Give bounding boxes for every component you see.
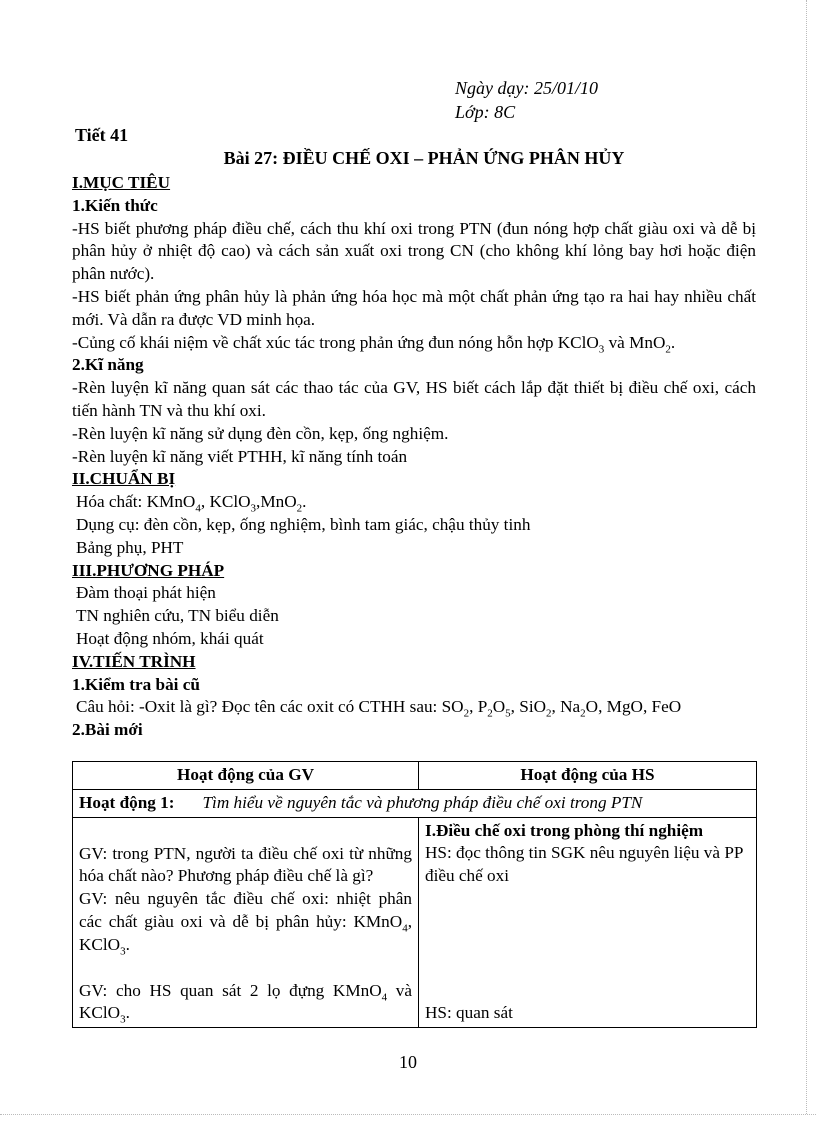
new-lesson-heading: 2.Bài mới — [72, 720, 143, 740]
col-teacher-header: Hoạt động của GV — [73, 762, 419, 790]
lesson-period: Tiết 41 — [75, 125, 129, 145]
table-row — [73, 817, 757, 1028]
page-number: 10 — [399, 1052, 417, 1072]
section-process-heading: IV.TIẾN TRÌNH — [72, 651, 196, 671]
teaching-date: Ngày dạy: 25/01/10 — [455, 78, 598, 98]
knowledge-item-3: -Củng cố khái niệm về chất xúc tác trong phản ứng đun nóng hỗn hợp KClO$_3$ và MnO$_2$. — [72, 332, 676, 356]
teacher-step-2: GV: nêu nguyên tắc điều chế oxi: nhiệt phân các chất giàu oxi và dễ bị phân hủy: KMnO$_4$, KClO$_3$. — [79, 889, 412, 958]
equipment-line: Dụng cụ: đèn cồn, kẹp, ống nghiệm, bình tam giác, chậu thủy tinh — [76, 514, 531, 534]
activity-description: Tìm hiểu về nguyên tắc và phương pháp điều chế oxi trong PTN — [202, 792, 643, 812]
chemicals-line: Hóa chất: KMnO$_4$, KClO$_3$,MnO$_2$. — [76, 492, 307, 515]
review-question: Câu hỏi: -Oxit là gì? Đọc tên các oxit có CTHH sau: $SO_2$, $P_2O_5$, SiO$_2$, $Na_2O$, MgO, FeO — [76, 697, 682, 720]
activity-table — [72, 761, 757, 1028]
student-activity-cell — [419, 817, 757, 1028]
page-border-bottom — [0, 1114, 816, 1115]
activity-row — [73, 789, 757, 817]
board-line: Bảng phụ, PHT — [76, 537, 184, 557]
knowledge-item-1: -HS biết phương pháp điều chế, cách thu khí oxi trong PTN (đun nóng hợp chất giàu oxi và dễ bị phân hủy ở nhiệt độ cao) và cách sản xuất oxi trong CN (cho không khí lỏng bay hơi hoặc điện phân nước). — [72, 218, 756, 284]
method-item-2: TN nghiên cứu, TN biểu diễn — [76, 606, 279, 626]
skills-heading: 2.Kĩ năng — [72, 355, 144, 375]
skill-item-3: -Rèn luyện kĩ năng viết PTHH, kĩ năng tính toán — [72, 446, 408, 466]
section-preparation-heading: II.CHUẨN BỊ — [72, 469, 176, 489]
teacher-step-1: GV: trong PTN, người ta điều chế oxi từ những hóa chất nào? Phương pháp điều chế là gì? — [79, 843, 412, 886]
lesson-content — [72, 172, 756, 742]
teacher-activity-cell — [73, 817, 419, 1028]
table-header-row — [73, 762, 757, 790]
class-label: Lớp: 8C — [455, 102, 516, 122]
lab-section-heading: I.Điều chế oxi trong phòng thí nghiệm — [425, 820, 704, 840]
teacher-step-3: GV: cho HS quan sát 2 lọ đựng KMnO$_4$ và KClO$_3$. — [79, 980, 412, 1026]
method-item-3: Hoạt động nhóm, khái quát — [76, 628, 264, 648]
lesson-title: Bài 27: ĐIỀU CHẾ OXI – PHẢN ỨNG PHÂN HỦY — [223, 148, 625, 168]
activity-1-cell — [73, 789, 757, 817]
knowledge-heading: 1.Kiến thức — [72, 195, 158, 215]
activity-label: Hoạt động 1: — [79, 792, 175, 812]
review-heading: 1.Kiểm tra bài cũ — [72, 674, 200, 694]
knowledge-item-2: -HS biết phản ứng phân hủy là phản ứng hóa học mà một chất phản ứng tạo ra hai hay nhiều chất mới. Và dẫn ra được VD minh họa. — [72, 286, 756, 329]
section-method-heading: III.PHƯƠNG PHÁP — [72, 560, 225, 580]
skill-item-1: -Rèn luyện kĩ năng quan sát các thao tác của GV, HS biết cách lắp đặt thiết bị điều chế oxi, cách tiến hành TN và thu khí oxi. — [72, 378, 756, 420]
col-student-header: Hoạt động của HS — [419, 762, 757, 790]
student-step-1: HS: đọc thông tin SGK nêu nguyên liệu và PP điều chế oxi — [425, 843, 743, 886]
page-border-right — [806, 0, 807, 1114]
section-objectives-heading: I.MỤC TIÊU — [72, 173, 171, 192]
skill-item-2: -Rèn luyện kĩ năng sử dụng đèn cồn, kẹp, ống nghiệm. — [72, 423, 449, 443]
student-step-2: HS: quan sát — [425, 1002, 513, 1022]
method-item-1: Đàm thoại phát hiện — [76, 583, 216, 603]
